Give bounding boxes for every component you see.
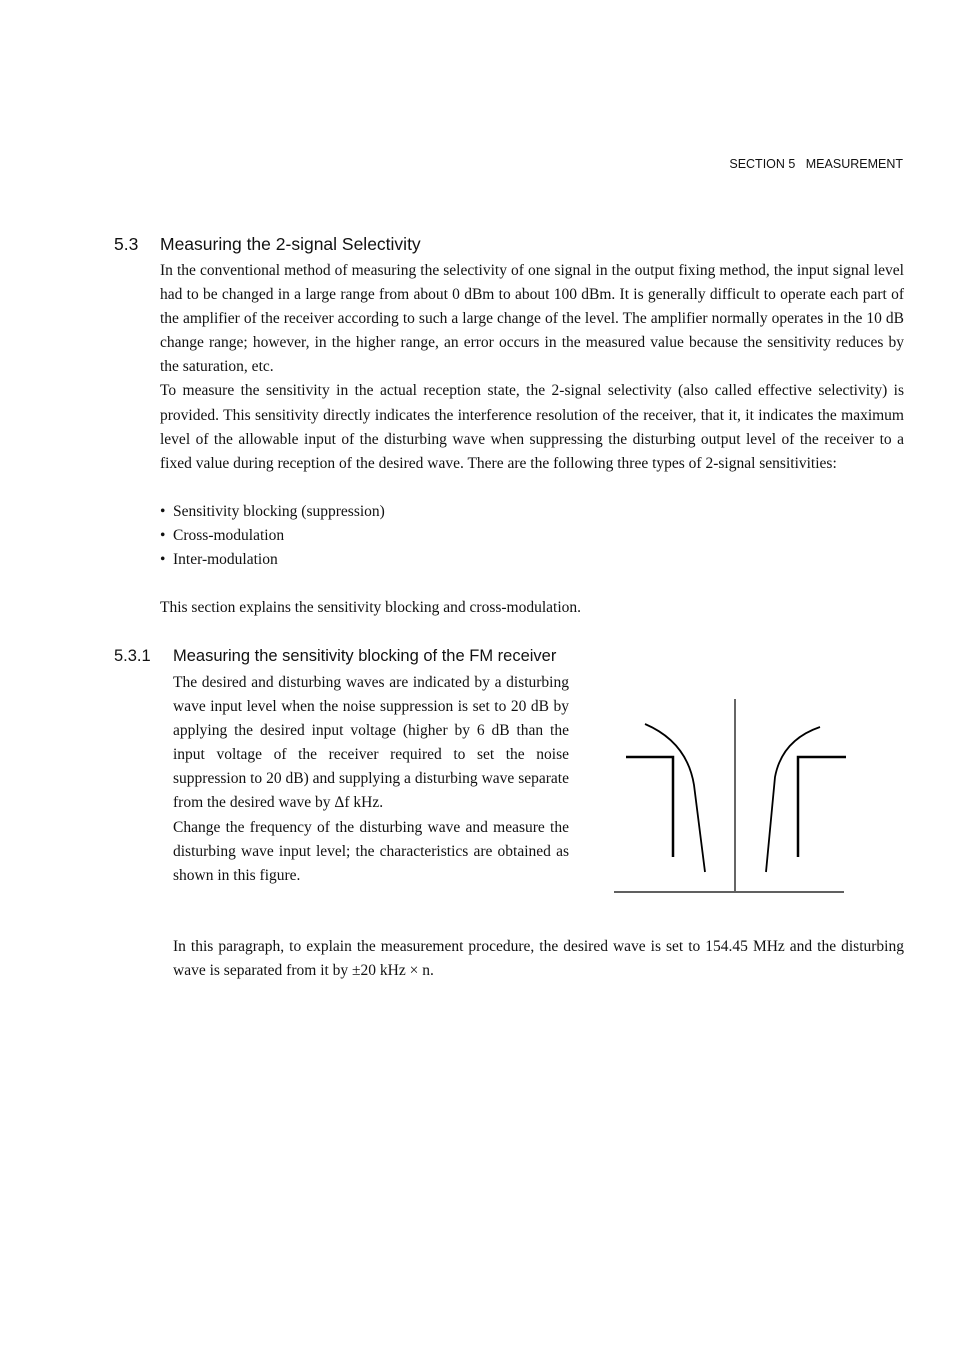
right-characteristic-curve bbox=[766, 727, 820, 872]
list-item bbox=[160, 500, 385, 524]
subsection-title: Measuring the sensitivity blocking of the FM receiver bbox=[173, 647, 557, 665]
list-item bbox=[160, 548, 385, 572]
subsection-paragraph-1: The desired and disturbing waves are indicated by a disturbing wave input level when the noise suppression is set to 20 dB by applying the desired input voltage (higher by 6 dB than the input voltage of the receiver required to set the noise suppression to 20 dB) and supplying a disturbing wave separate from the desired wave by Δf kHz. bbox=[173, 674, 569, 812]
subsection-paragraph-2: Change the frequency of the disturbing wave and measure the disturbing wave input level; the characteristics are obtained as shown in this figure. bbox=[173, 818, 569, 884]
explains-paragraph: This section explains the sensitivity blocking and cross-modulation. bbox=[160, 599, 582, 616]
section-heading bbox=[114, 234, 421, 255]
selectivity-figure bbox=[612, 697, 848, 895]
subsection-text bbox=[173, 671, 569, 888]
bullet-icon: • bbox=[160, 527, 166, 545]
section-title: Measuring the 2-signal Selectivity bbox=[160, 234, 421, 254]
closing-paragraph: In this paragraph, to explain the measurement procedure, the desired wave is set to 154.45 MHz and the disturbing wave is separated from it by ±20 kHz × n. bbox=[173, 938, 904, 980]
subsection-heading bbox=[114, 647, 556, 666]
running-head: SECTION 5 MEASUREMENT bbox=[729, 157, 903, 171]
intro-paragraph-2: To measure the sensitivity in the actual reception state, the 2-signal selectivity (also called effective selectivity) is provided. This sensitivity directly indicates the interference resolution of the receiver, that it, it indicates the maximum level of the allowable input of the disturbing wave when suppressing the disturbing output level of the receiver to a fixed value during reception of the desired wave. There are the following three types of 2-signal sensitivities: bbox=[160, 382, 904, 472]
intro-paragraph-1: In the conventional method of measuring the selectivity of one signal in the output fixing method, the input signal level had to be changed in a large range from about 0 dBm to about 100 dBm. It is generally difficult to operate each part of the amplifier of the receiver according to such a large change of the level. The amplifier normally operates in the 10 dB change range; however, in the higher range, an error occurs in the measured value because the sensitivity reduces by the saturation, etc. bbox=[160, 262, 904, 376]
right-step-curve bbox=[798, 757, 846, 857]
bullet-icon: • bbox=[160, 503, 166, 520]
list-item-text: Inter-modulation bbox=[173, 551, 278, 569]
subsection-number: 5.3.1 bbox=[114, 647, 151, 665]
list-item-text: Sensitivity blocking (suppression) bbox=[173, 503, 385, 520]
list-item-text: Cross-modulation bbox=[173, 527, 285, 545]
signal-types-list bbox=[160, 500, 385, 572]
section-number: 5.3 bbox=[114, 234, 139, 254]
left-characteristic-curve bbox=[645, 724, 705, 872]
section-intro bbox=[160, 259, 904, 476]
left-step-curve bbox=[626, 757, 673, 857]
bullet-icon: • bbox=[160, 551, 166, 569]
list-item bbox=[160, 524, 385, 548]
